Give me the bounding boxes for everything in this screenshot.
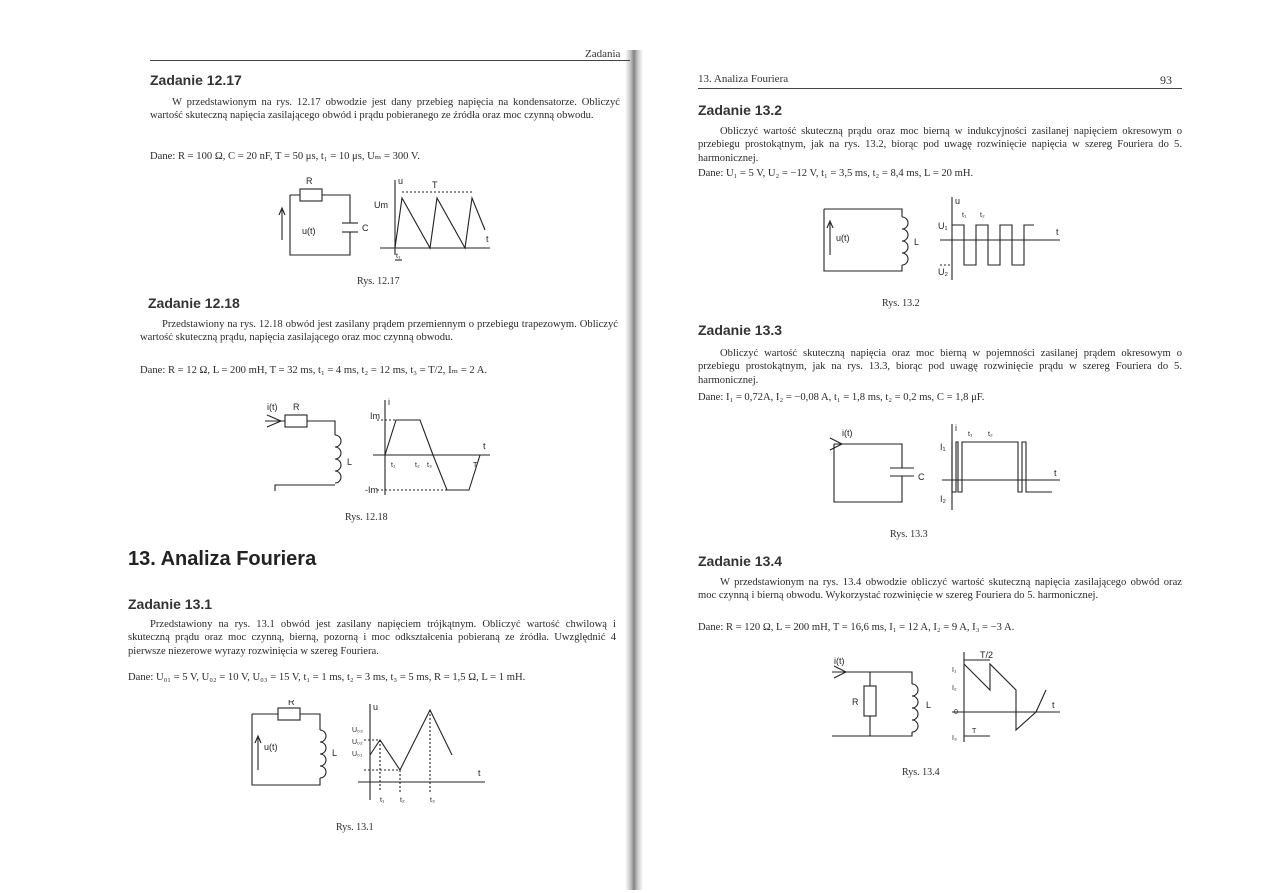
label-t: t — [1056, 227, 1059, 237]
label-t: t — [1054, 468, 1057, 478]
label-t1: t₁ — [380, 797, 385, 804]
task-title: Zadanie 12.18 — [148, 295, 240, 311]
label-I2: I₂ — [940, 494, 946, 504]
figure-13-1 — [240, 700, 490, 805]
task-title: Zadanie 12.17 — [150, 72, 242, 88]
label-U01: U₀₁ — [352, 751, 363, 758]
label-t1: t₁ — [962, 212, 967, 219]
label-minus-Im: -Im — [365, 485, 378, 495]
label-t2: t₂ — [988, 431, 993, 438]
label-t: t — [486, 234, 489, 244]
label-L: L — [332, 748, 338, 758]
chapter-title: 13. Analiza Fouriera — [128, 548, 317, 570]
figure-12-17 — [270, 170, 500, 265]
label-T2: T/2 — [980, 650, 994, 660]
figure-13-3 — [822, 422, 1062, 512]
label-L: L — [347, 457, 353, 467]
label-U03: U₀₃ — [352, 727, 363, 734]
label-U1: U₁ — [938, 221, 948, 231]
task-given: Dane: U₁ = 5 V, U₂ = −12 V, t₁ = 3,5 ms, t₂ = 8,4 ms, L = 20 mH. — [698, 168, 974, 179]
task-text: Przedstawiony na rys. 13.1 obwód jest zasilany napięciem trójkątnym. Obliczyć wartość chwilową i skuteczną prądu oraz moc czynną, bierną, pozorną i moc odkształcenia pobieraną ze źródła. Uwzględnić 4 pierwsze niezerowe wyrazy rozwinięcia w szereg Fouriera. — [128, 619, 616, 657]
label-t1: t₁ — [391, 462, 396, 469]
label-i-axis: i — [388, 397, 390, 407]
label-i: i(t) — [842, 428, 853, 438]
label-t2: t₂ — [415, 462, 420, 469]
task-text: W przedstawionym na rys. 13.4 obwodzie obliczyć wartość skuteczną napięcia zasilającego obwód oraz moc czynną i bierną obwodu. Wykorzystać rozwinięcie w szereg Fouriera do 5. harmonicznej. — [698, 577, 1182, 602]
header-rule — [150, 60, 630, 61]
figure-12-18 — [255, 395, 495, 500]
task-title: Zadanie 13.1 — [128, 596, 213, 612]
label-t: t — [1052, 700, 1055, 710]
task-given: Dane: R = 120 Ω, L = 200 mH, T = 16,6 ms, I₁ = 12 A, I₂ = 9 A, I₃ = −3 A. — [698, 622, 1015, 633]
label-u: u(t) — [264, 742, 278, 752]
task-given: Dane: R = 12 Ω, L = 200 mH, T = 32 ms, t₁ = 4 ms, t₂ = 12 ms, t₃ = T/2, Iₘ = 2 A. — [140, 365, 488, 376]
label-T: T — [432, 180, 438, 190]
label-u: u(t) — [302, 226, 316, 236]
label-t3: t₃ — [430, 797, 435, 804]
running-header: 13. Analiza Fouriera — [698, 73, 789, 85]
label-t: t — [478, 768, 481, 778]
label-R: R — [852, 697, 859, 707]
label-u: u(t) — [836, 233, 850, 243]
task-title: Zadanie 13.4 — [698, 553, 783, 569]
figure-caption: Rys. 12.18 — [345, 512, 388, 523]
page-number: 93 — [1160, 73, 1172, 87]
task-title: Zadanie 13.3 — [698, 322, 783, 338]
task-text: W przedstawionym na rys. 12.17 obwodzie jest dany przebieg napięcia na kondensatorze. Obliczyć wartość skuteczną napięcia zasilającego obwód i prądu pobieranego ze źródła oraz moc czynną obwodu. — [150, 97, 620, 122]
label-I1: I₁ — [952, 667, 957, 674]
label-Im: Im — [370, 411, 380, 421]
label-t2: t₂ — [980, 212, 985, 219]
label-t1: t₁ — [968, 431, 973, 438]
figure-caption: Rys. 13.1 — [336, 822, 374, 833]
label-I3: I₃ — [952, 735, 957, 742]
label-R: R — [293, 402, 300, 412]
right-page — [632, 0, 1263, 893]
figure-13-2 — [812, 195, 1062, 285]
figure-caption: Rys. 13.2 — [882, 298, 920, 309]
label-R: R — [306, 176, 313, 186]
task-given: Dane: I₁ = 0,72A, I₂ = −0,08 A, t₁ = 1,8 ms, t₂ = 0,2 ms, C = 1,8 μF. — [698, 392, 985, 403]
label-I2: I₂ — [952, 685, 957, 692]
label-t: t — [483, 441, 486, 451]
label-C: C — [362, 223, 369, 233]
header-rule — [698, 88, 1182, 89]
label-i: i(t) — [267, 402, 278, 412]
label-L: L — [914, 237, 920, 247]
label-C: C — [918, 472, 925, 482]
label-t3: t₃ — [427, 462, 432, 469]
label-i-axis: i — [955, 423, 957, 433]
label-T: T — [473, 462, 478, 469]
label-T: T — [972, 728, 977, 735]
label-I1: I₁ — [940, 442, 946, 452]
figure-caption: Rys. 12.17 — [357, 276, 400, 287]
task-title: Zadanie 13.2 — [698, 102, 783, 118]
task-given: Dane: R = 100 Ω, C = 20 nF, T = 50 μs, t₁ = 10 μs, Uₘ = 300 V. — [150, 151, 420, 162]
task-text: Obliczyć wartość skuteczną prądu oraz moc bierną w indukcyjności zasilanej napięciem okresowym o przebiegu prostokątnym, jak na rys. 13.2, biorąc pod uwagę rozwinięcie napięcia w szereg Fouriera do 5. harmonicznej. — [698, 126, 1182, 164]
label-U02: U₀₂ — [352, 739, 363, 746]
label-t1: t₁ — [396, 253, 401, 260]
label-L: L — [926, 700, 932, 710]
label-u-axis: u — [955, 196, 961, 206]
figure-13-4 — [822, 650, 1062, 745]
label-i: i(t) — [834, 656, 845, 666]
running-header: Zadania — [585, 48, 621, 60]
figure-caption: Rys. 13.3 — [890, 529, 928, 540]
task-text: Przedstawiony na rys. 12.18 obwód jest zasilany prądem przemiennym o przebiegu trapezowym. Obliczyć wartość skuteczną prądu, napięcia zasilającego oraz moc czynną obwodu. — [140, 319, 618, 344]
label-u-axis: u — [373, 702, 379, 712]
label-u-axis: u — [398, 176, 404, 186]
label-U2: U₂ — [938, 267, 948, 277]
task-given: Dane: U₀₁ = 5 V, U₀₂ = 10 V, U₀₃ = 15 V, t₁ = 1 ms, t₂ = 3 ms, t₃ = 5 ms, R = 1,5 Ω, L = 1 mH. — [128, 672, 526, 683]
label-R: R — [288, 700, 295, 707]
label-t2: t₂ — [400, 797, 405, 804]
label-zero: 0 — [954, 709, 958, 716]
label-Um: Um — [374, 200, 388, 210]
figure-caption: Rys. 13.4 — [902, 767, 940, 778]
task-text: Obliczyć wartość skuteczną napięcia oraz moc bierną w pojemności zasilanej prądem okresowym o przebiegu prostokątnym, jak na rys. 13.3, biorąc pod uwagę rozwinięcie prądu w szereg Fouriera do 5. harmonicznej. — [698, 348, 1182, 386]
